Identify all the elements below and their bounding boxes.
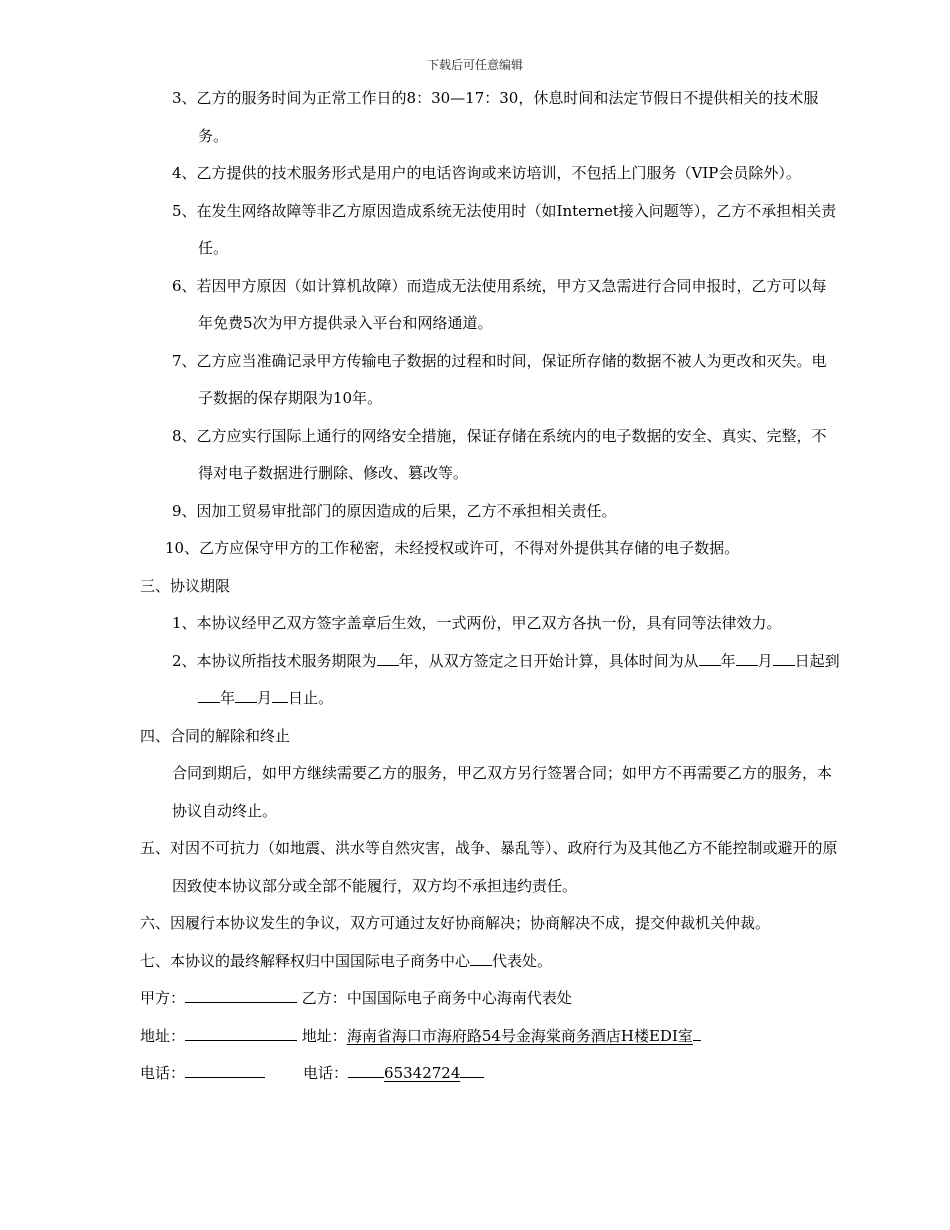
- blank-start-day: [773, 649, 795, 666]
- phone-b-value: 65342724: [384, 1064, 461, 1082]
- address-a-label: 地址：: [140, 1026, 186, 1045]
- phone-a-blank: [185, 1061, 265, 1078]
- clause-number: 10、: [165, 539, 200, 557]
- section-five: 五、对因不可抗力（如地震、洪水等自然灾害，战争、暴乱等）、政府行为及其他乙方不能控制或避开的原因致使本协议部分或全部不能履行，双方均不承担违约责任。: [140, 839, 838, 895]
- address-b-value: 海南省海口市海府路54号金海棠商务酒店H楼EDI室: [346, 1026, 693, 1045]
- term-clause-2: [140, 643, 840, 718]
- term-text-5: 日起到: [794, 651, 840, 670]
- term-text-8: 日止。: [288, 689, 334, 707]
- clause-text: 乙方应实行国际上通行的网络安全措施，保证存储在系统内的电子数据的安全、真实、完整，不得对电子数据进行删除、修改、篡改等。: [196, 426, 827, 482]
- signature-address-row: [140, 1018, 840, 1056]
- clause-number: 1、: [172, 614, 197, 632]
- term-text-7: 月: [257, 689, 273, 707]
- clause-7: [140, 343, 840, 418]
- term-text-3: 年: [720, 651, 736, 670]
- section-seven-text-2: 代表处。: [492, 951, 553, 970]
- section-three-title: 三、协议期限: [140, 576, 231, 595]
- clause-number: 4、: [172, 164, 197, 182]
- clause-10: [140, 530, 840, 568]
- clause-text: 若因甲方原因（如计算机故障）而造成无法使用系统，甲方又急需进行合同申报时，乙方可以每年免费5次为甲方提供录入平台和网络通道。: [196, 276, 827, 332]
- section-four-body: 合同到期后，如甲方继续需要乙方的服务，甲乙双方另行签署合同；如甲方不再需要乙方的服务，本协议自动终止。: [172, 764, 833, 820]
- clause-text: 乙方应保守甲方的工作秘密，未经授权或许可，不得对外提供其存储的电子数据。: [199, 539, 740, 557]
- phone-a-label: 电话：: [140, 1064, 186, 1082]
- clause-number: 2、: [172, 651, 197, 670]
- term-text-2: 年，从双方签定之日开始计算，具体时间为从: [398, 651, 699, 670]
- term-text-1: 本协议所指技术服务期限为: [196, 651, 377, 670]
- term-clause-1: [140, 605, 840, 643]
- contract-body: [140, 80, 840, 1093]
- clause-text: 在发生网络故障等非乙方原因造成系统无法使用时（如Internet接入问题等），乙方不承担相关责任。: [196, 201, 837, 257]
- blank-end-year: [198, 686, 220, 703]
- section-four-title: 四、合同的解除和终止: [140, 726, 291, 745]
- signature-phone-row: [140, 1055, 840, 1093]
- term-text-6: 年: [220, 689, 236, 707]
- clause-number: 9、: [172, 501, 197, 520]
- signature-party-row: [140, 980, 840, 1018]
- blank-years: [377, 649, 399, 666]
- clause-text: 因加工贸易审批部门的原因造成的后果，乙方不承担相关责任。: [196, 501, 617, 520]
- blank-start-year: [699, 649, 721, 666]
- phone-b-label: 电话：: [303, 1064, 349, 1082]
- section-six: 六、因履行本协议发生的争议，双方可通过友好协商解决；协商解决不成，提交仲裁机关仲裁。: [140, 914, 771, 932]
- blank-office: [470, 949, 492, 966]
- clause-4: [140, 155, 840, 193]
- blank-end-day: [272, 686, 288, 703]
- clause-number: 3、: [172, 89, 197, 107]
- clause-6: [140, 268, 840, 343]
- clause-number: 8、: [172, 426, 197, 445]
- party-b-value: 中国国际电子商务中心海南代表处: [346, 989, 572, 1007]
- clause-3: [140, 80, 840, 155]
- clause-8: [140, 418, 840, 493]
- clause-number: 5、: [172, 201, 197, 220]
- address-a-blank: [185, 1024, 297, 1041]
- address-b-tail: [693, 1024, 701, 1041]
- address-b-label: 地址：: [301, 1026, 347, 1045]
- clause-text: 本协议经甲乙双方签字盖章后生效，一式两份，甲乙双方各执一份，具有同等法律效力。: [196, 614, 782, 632]
- clause-text: 乙方应当准确记录甲方传输电子数据的过程和时间，保证所存储的数据不被人为更改和灭失。电子数据的保存期限为10年。: [196, 351, 827, 407]
- clause-5: [140, 193, 840, 268]
- party-a-blank: [185, 986, 297, 1003]
- section-seven: [140, 943, 840, 981]
- party-b-label: 乙方：: [301, 989, 347, 1007]
- clause-text: 乙方提供的技术服务形式是用户的电话咨询或来访培训，不包括上门服务（VIP会员除外）。: [196, 164, 801, 182]
- clause-number: 7、: [172, 351, 197, 370]
- clause-text: 乙方的服务时间为正常工作日的8：30—17：30，休息时间和法定节假日不提供相关的技术服务。: [196, 89, 819, 145]
- clause-number: 6、: [172, 276, 197, 295]
- phone-b-tail: [460, 1061, 484, 1078]
- section-seven-text-1: 七、本协议的最终解释权归中国国际电子商务中心: [140, 951, 471, 970]
- blank-end-month: [235, 686, 257, 703]
- term-text-4: 月: [757, 651, 773, 670]
- phone-b-lead: [348, 1061, 384, 1078]
- blank-start-month: [736, 649, 758, 666]
- clause-9: [140, 493, 840, 531]
- page-header: 下载后可任意编辑: [426, 58, 523, 72]
- party-a-label: 甲方：: [140, 989, 186, 1007]
